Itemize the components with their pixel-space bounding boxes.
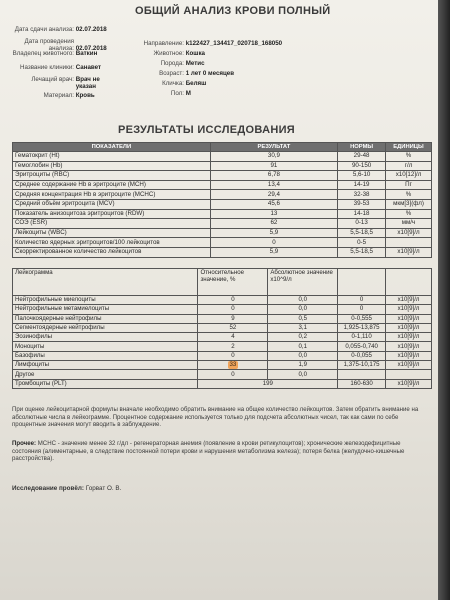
row-value: 62 (210, 219, 337, 229)
row-unit: x10[9]/л (386, 379, 432, 388)
row-norm: 0 (338, 305, 386, 314)
table-row (13, 161, 432, 171)
row-unit (386, 370, 432, 379)
row-abs: 0,0 (268, 296, 338, 305)
row-value: 29,4 (210, 190, 337, 200)
table-row (13, 190, 432, 200)
table-row (13, 314, 432, 323)
note-leukogram: При оценке лейкоцитарной формулы вначале необходимо обратить внимание на общее количество лейкоцитов. Затем обратить внимание на абсолютные числа в лейкограмме. Процентное содержание используется только для подсчета абсолютных чисел, так как сами по себе процентные значения могут вводить в заблуждение. (12, 406, 419, 429)
row-rel: 52 (198, 323, 268, 332)
table-row (13, 152, 432, 162)
row-norm: 14-19 (338, 180, 386, 190)
row-abs: 0,1 (268, 342, 338, 351)
row-name: Лимфоциты (13, 361, 198, 370)
row-name: Средняя концентрация Hb в эритроците (MCHC) (13, 190, 211, 200)
row-name: Базофилы (13, 351, 198, 360)
row-abs: 3,1 (268, 323, 338, 332)
meta-value: Кровь (75, 92, 95, 99)
row-rel: 0 (198, 370, 268, 379)
note-other (12, 440, 430, 463)
meta-value: Ваткин (75, 50, 98, 57)
meta-label: Дата сдачи анализа: (14, 26, 74, 33)
row-name: Эозинофилы (13, 333, 198, 342)
row-name: Количество ядерных эритроцитов/100 лейкоцитов (13, 238, 211, 248)
meta-label: Владелец животного: (12, 50, 74, 57)
leukogram-title: Лейкограмма (13, 269, 198, 296)
row-unit: % (386, 209, 432, 219)
row-value: 30,9 (210, 152, 337, 162)
meta-label: Дата проведения анализа: (24, 38, 74, 52)
row-unit: г/л (386, 161, 432, 171)
table-row (13, 370, 432, 379)
col-header-indicators: ПОКАЗАТЕЛИ (13, 143, 211, 152)
row-name: Тромбоциты (PLT) (13, 379, 198, 388)
note-other-text: МСНС - значение менее 32 г/дл - регенераторная анемия (появление в крови ретикулоцитов); хронические железодефицитные состояния (алиментарные, в следствие постоянной потери крови и нарушения метаболизма железа); потеря белка (желудочно-кишечные расстройства). (12, 440, 405, 463)
row-unit: x10[9]/л (386, 228, 432, 238)
table-row (13, 342, 432, 351)
table-row (13, 171, 432, 181)
results-table (12, 142, 432, 258)
row-abs: 1,9 (268, 361, 338, 370)
row-value: 5,9 (210, 247, 337, 257)
row-norm: 1,375-10,175 (338, 361, 386, 370)
row-norm: 0-5 (338, 238, 386, 248)
row-unit: x10[9]/л (386, 296, 432, 305)
table-row (13, 238, 432, 248)
meta-value: 1 лет 0 месяцев (185, 70, 235, 77)
meta-label: Порода: (160, 60, 184, 67)
row-unit: x10[9]/л (386, 361, 432, 370)
row-name: Средний объём эритроцита (MCV) (13, 199, 211, 209)
row-unit: x10[9]/л (386, 333, 432, 342)
table-row (13, 296, 432, 305)
row-norm: 0-1,110 (338, 333, 386, 342)
row-value: 6,78 (210, 171, 337, 181)
row-unit: x10[9]/л (386, 314, 432, 323)
row-unit: мм/ч (386, 219, 432, 229)
table-row (13, 361, 432, 370)
table-row (13, 199, 432, 209)
meta-label: Кличка: (162, 80, 184, 87)
meta-value: Врач не указан (75, 76, 100, 90)
meta-value: Метис (185, 60, 205, 67)
meta-label: Направление: (143, 40, 184, 47)
row-value: 91 (210, 161, 337, 171)
row-norm: 39-53 (338, 199, 386, 209)
row-abs: 0,0 (268, 305, 338, 314)
row-name: Другое (13, 370, 198, 379)
row-norm: 0,055-0,740 (338, 342, 386, 351)
leukogram-header-row (13, 269, 432, 296)
meta-label: Животное: (153, 50, 184, 57)
row-unit: x10[9]/л (386, 323, 432, 332)
row-unit: Пг (386, 180, 432, 190)
row-norm (338, 370, 386, 379)
row-rel: 9 (198, 314, 268, 323)
meta-label: Материал: (43, 92, 74, 99)
row-value: 0 (210, 238, 337, 248)
row-name: Сегментоядерные нейтрофилы (13, 323, 198, 332)
row-name: Моноциты (13, 342, 198, 351)
signature-line (12, 485, 121, 492)
note-other-label: Прочее: (12, 440, 37, 447)
col-header-norms: НОРМЫ (338, 143, 386, 152)
row-norm: 1,925-13,875 (338, 323, 386, 332)
col-header-relative: Относительное значение, % (198, 269, 268, 296)
row-unit: % (386, 152, 432, 162)
meta-label: Лечащий врач: (31, 76, 74, 83)
row-name: Эритроциты (RBC) (13, 171, 211, 181)
results-title: РЕЗУЛЬТАТЫ ИССЛЕДОВАНИЯ (118, 124, 296, 136)
row-unit: x10[9]/л (386, 342, 432, 351)
table-header-row (13, 143, 432, 152)
row-name: Скорректированное количество лейкоцитов (13, 247, 211, 257)
row-rel: 0 (198, 351, 268, 360)
row-name: Среднее содержание Hb в эритроците (MCH) (13, 180, 211, 190)
table-row (13, 333, 432, 342)
meta-label: Пол: (170, 90, 184, 97)
row-name: СОЭ (ESR) (13, 219, 211, 229)
row-rel: 0 (198, 305, 268, 314)
row-norm: 29-48 (338, 152, 386, 162)
row-rel (198, 361, 268, 370)
row-name: Гематокрит (Ht) (13, 152, 211, 162)
row-norm: 90-150 (338, 161, 386, 171)
col-header-empty (386, 269, 432, 296)
row-norm: 160-630 (338, 379, 386, 388)
row-value: 13 (210, 209, 337, 219)
row-norm: 5,5-18,5 (338, 247, 386, 257)
row-value: 5,9 (210, 228, 337, 238)
row-name: Нейтрофильные метамиелоциты (13, 305, 198, 314)
row-norm: 5,5-18,5 (338, 228, 386, 238)
table-row (13, 209, 432, 219)
meta-label: Название клиники: (20, 64, 74, 71)
meta-value: Беляш (185, 80, 207, 87)
table-row (13, 379, 432, 388)
table-row (13, 351, 432, 360)
row-abs: 0,5 (268, 314, 338, 323)
row-unit: x10[9]/л (386, 305, 432, 314)
row-unit: x10[9]/л (386, 247, 432, 257)
row-name: Палочкоядерные нейтрофилы (13, 314, 198, 323)
table-row (13, 247, 432, 257)
table-row (13, 305, 432, 314)
page-edge-shadow (438, 0, 450, 600)
row-norm: 5,6-10 (338, 171, 386, 181)
leukogram-table (12, 268, 432, 389)
row-rel: 0 (198, 296, 268, 305)
col-header-units: ЕДИНИЦЫ (386, 143, 432, 152)
meta-value: М (185, 90, 191, 97)
row-norm: 0-0,555 (338, 314, 386, 323)
highlighted-value: 33 (229, 361, 237, 369)
meta-value: k122427_134417_020718_168050 (185, 40, 283, 47)
row-abs: 0,2 (268, 333, 338, 342)
row-norm: 0 (338, 296, 386, 305)
row-abs: 0,0 (268, 370, 338, 379)
row-name: Нейтрофильные миелоциты (13, 296, 198, 305)
table-row (13, 323, 432, 332)
row-value: 13,4 (210, 180, 337, 190)
table-row (13, 180, 432, 190)
signature-label: Исследование провёл: (12, 485, 84, 492)
col-header-empty (338, 269, 386, 296)
row-name: Лейкоциты (WBC) (13, 228, 211, 238)
row-rel: 2 (198, 342, 268, 351)
meta-value: Санавет (75, 64, 102, 71)
table-row (13, 219, 432, 229)
row-unit: % (386, 190, 432, 200)
row-norm: 0-0,055 (338, 351, 386, 360)
row-value: 199 (198, 379, 338, 388)
table-row (13, 228, 432, 238)
row-rel: 4 (198, 333, 268, 342)
row-norm: 14-18 (338, 209, 386, 219)
row-norm: 32-38 (338, 190, 386, 200)
meta-label: Возраст: (159, 70, 184, 77)
col-header-absolute: Абсолютное значение x10^9/л (268, 269, 338, 296)
row-value: 45,6 (210, 199, 337, 209)
row-name: Показатель анизоцитоза эритроцитов (RDW) (13, 209, 211, 219)
report-title: ОБЩИЙ АНАЛИЗ КРОВИ ПОЛНЫЙ (135, 5, 331, 17)
meta-right (128, 40, 428, 100)
row-abs: 0,0 (268, 351, 338, 360)
signature-name: Горват О. В. (85, 485, 122, 492)
meta-value: 02.07.2018 (75, 45, 107, 52)
meta-value: 02.07.2018 (75, 26, 107, 33)
row-unit: x10[12]/л (386, 171, 432, 181)
col-header-result: РЕЗУЛЬТАТ (210, 143, 337, 152)
row-unit (386, 238, 432, 248)
row-unit: x10[9]/л (386, 351, 432, 360)
row-unit: мкм[3](фл) (386, 199, 432, 209)
row-name: Гемоглобин (Hb) (13, 161, 211, 171)
row-norm: 0-13 (338, 219, 386, 229)
meta-value: Кошка (185, 50, 205, 57)
